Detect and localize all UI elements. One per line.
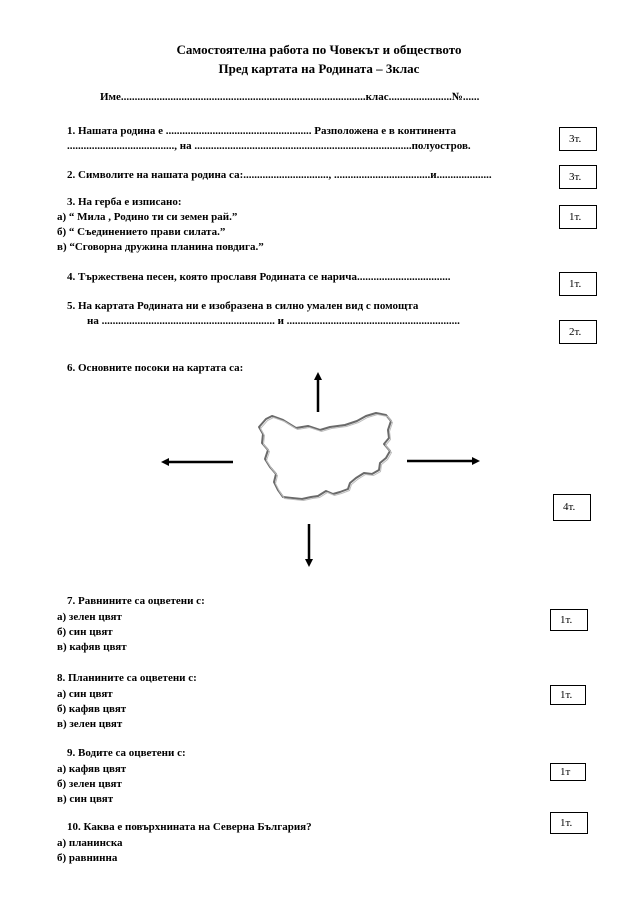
- question-3-option-c: в) “Сговорна дружина планина повдига.”: [57, 241, 264, 253]
- question-7-option-a: а) зелен цвят: [57, 611, 122, 623]
- question-5-points-box: 2т.: [559, 320, 597, 344]
- question-8-points-box: 1т.: [550, 685, 586, 705]
- question-1-line-2: ......................................., на ...............................................................................полуостров.: [67, 140, 471, 152]
- question-3-option-b: б) “ Съединението прави силата.”: [57, 226, 226, 238]
- question-5-line-2: на ............................................................... и ...............................................................: [87, 315, 460, 327]
- question-3-option-a: а) “ Мила , Родино ти си земен рай.”: [57, 211, 238, 223]
- bulgaria-outline: [259, 413, 391, 499]
- question-9-option-b: б) зелен цвят: [57, 778, 122, 790]
- question-8-option-c: в) зелен цвят: [57, 718, 123, 730]
- question-7-option-b: б) син цвят: [57, 626, 113, 638]
- question-2-text: 2. Символите на нашата родина са:..............................., ...................................и....................: [67, 169, 492, 181]
- question-9-option-c: в) син цвят: [57, 793, 114, 805]
- question-8-text: 8. Планините са оцветени с:: [57, 672, 197, 684]
- question-5-line-1: 5. На картата Родината ни е изобразена в силно умален вид с помощта: [67, 300, 419, 312]
- question-4-text: 4. Тържествена песен, която прославя Родината се нарича..................................: [67, 271, 451, 283]
- question-6-points-box: 4т.: [553, 494, 591, 521]
- question-7-text: 7. Равнините са оцветени с:: [67, 595, 205, 607]
- question-8-option-a: а) син цвят: [57, 688, 113, 700]
- question-2-points-box: 3т.: [559, 165, 597, 189]
- question-9-text: 9. Водите са оцветени с:: [67, 747, 186, 759]
- question-7-option-c: в) кафяв цвят: [57, 641, 127, 653]
- question-1-line-1: 1. Нашата родина е ..................................................... Разположена е в континента: [67, 125, 456, 137]
- question-6-text: 6. Основните посоки на картата са:: [67, 362, 244, 374]
- question-4-points-box: 1т.: [559, 272, 597, 296]
- worksheet-title: Самостоятелна работа по Човекът и обществото: [176, 42, 462, 57]
- question-7-points-box: 1т.: [550, 609, 588, 631]
- question-10-points-box: 1т.: [550, 812, 588, 834]
- question-9-option-a: а) кафяв цвят: [57, 763, 127, 775]
- question-9-points-box: 1т: [550, 763, 586, 781]
- question-3-points-box: 1т.: [559, 205, 597, 229]
- question-3-text: 3. На герба е изписано:: [67, 196, 182, 208]
- question-10-option-a: а) планинска: [57, 837, 123, 849]
- question-10-text: 10. Каква е повърхнината на Северна България?: [67, 821, 312, 833]
- question-8-option-b: б) кафяв цвят: [57, 703, 127, 715]
- question-10-option-b: б) равнинна: [57, 852, 118, 864]
- worksheet-subtitle: Пред картата на Родината – 3клас: [218, 61, 420, 76]
- question-1-points-box: 3т.: [559, 127, 597, 151]
- name-class-number-line: Име.........................................................................................клас.......................№......: [100, 91, 480, 103]
